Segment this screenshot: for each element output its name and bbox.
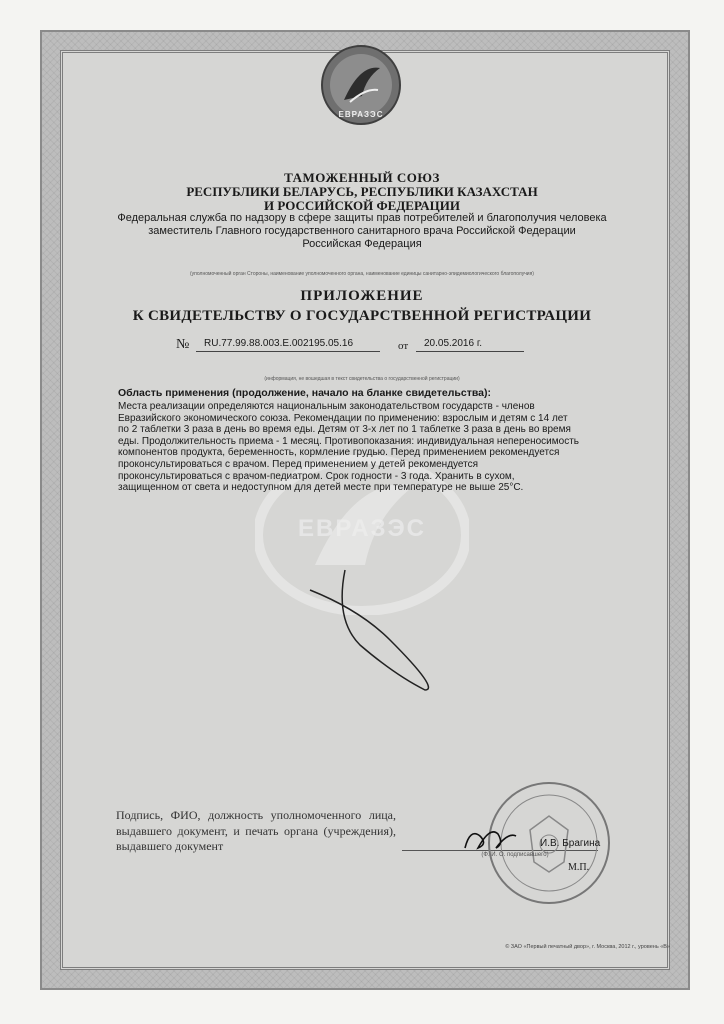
certificate-date: 20.05.2016 г. [424, 338, 483, 349]
stamp-place-label: М.П. [568, 862, 590, 873]
document-title: ПРИЛОЖЕНИЕ [300, 288, 424, 304]
signature-label: Подпись, ФИО, должность уполномоченного лица, выдавшего документ, и печать органа (учреждения), выдавшего документ [116, 808, 396, 853]
fio-hint: (Ф. И. О. подписавшего) [481, 852, 549, 858]
body-line: компонентов продукта, беременность, кормление грудью. Перед применением рекомендуется [118, 447, 560, 459]
info-hint: (информация, не вошедшая в текст свидетельства о государственной регистрации) [264, 376, 460, 382]
agency-block [90, 212, 634, 251]
printer-note: © ЗАО «Первый печатный двор», г. Москва, 2012 г., уровень «В» [505, 944, 670, 950]
body-line: Места реализации определяются национальным законодательством государств - членов [118, 401, 535, 412]
emblem-label: ЕВРАЗЭС [338, 110, 384, 119]
application-area-text [118, 401, 618, 494]
body-line: защищенном от света и недоступном для детей месте при температуре не выше 25°С. [118, 482, 524, 494]
document-subtitle: К СВИДЕТЕЛЬСТВУ О ГОСУДАРСТВЕННОЙ РЕГИСТРАЦИИ [132, 308, 592, 324]
customs-union-heading: ТАМОЖЕННЫЙ СОЮЗ [284, 170, 440, 185]
number-sign: № [176, 337, 190, 352]
body-line: по 2 таблетки 3 раза в день во время еды. Детям от 3-х лет по 1 таблетке 3 раза в день во время [118, 424, 571, 436]
body-line: Евразийского экономического союза. Рекомендации по применению: взрослым и детям с 14 лет [118, 412, 568, 424]
cancellation-stroke [300, 550, 460, 700]
application-area-title: Область применения (продолжение, начало на бланке свидетельства): [118, 387, 491, 399]
body-line: проконсультироваться с врачом. Перед применением у детей рекомендуется [118, 458, 479, 470]
date-from-label: от [398, 340, 409, 352]
date-underline [416, 351, 524, 352]
republics-heading: РЕСПУБЛИКИ БЕЛАРУСЬ, РЕСПУБЛИКИ КАЗАХСТАН [186, 184, 538, 199]
signer-name: И.В. Брагина [540, 838, 601, 849]
agency-line-3: Российская Федерация [302, 238, 422, 250]
federation-heading: И РОССИЙСКОЙ ФЕДЕРАЦИИ [264, 198, 460, 213]
number-underline [196, 351, 380, 352]
authority-hint: (уполномоченный орган Стороны, наименование уполномоченного органа, наименование единицы санитарно-эпидемиологического благополучия) [190, 271, 534, 277]
certificate-number: RU.77.99.88.003.E.002195.05.16 [204, 338, 354, 349]
agency-line-1: Федеральная служба по надзору в сфере защиты прав потребителей и благополучия человека [117, 212, 607, 224]
agency-line-2: заместитель Главного государственного санитарного врача Российской Федерации [148, 225, 576, 237]
body-line: проконсультироваться с врачом-педиатром. Срок годности - 3 года. Хранить в сухом, [118, 470, 515, 482]
body-line: еды. Продолжительность приема - 1 месяц. Противопоказания: индивидуальная непереносимость [118, 435, 579, 447]
watermark-label: ЕВРАЗЭС [297, 515, 426, 542]
